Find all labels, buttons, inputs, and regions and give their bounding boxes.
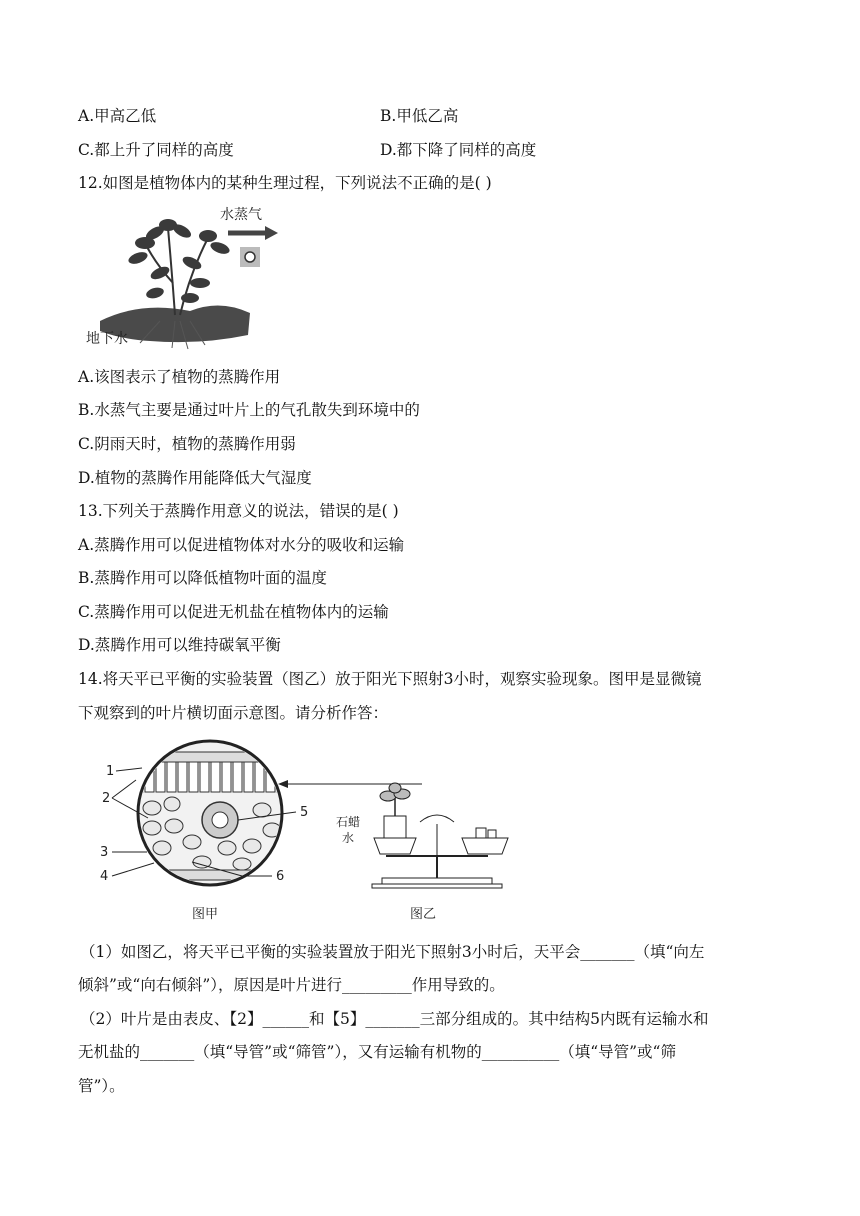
label-3: 3 xyxy=(100,845,109,860)
q13-option-c: C.蒸腾作用可以促进无机盐在植物体内的运输 xyxy=(78,603,389,621)
vapor-arrowhead xyxy=(265,226,278,240)
label-6: 6 xyxy=(276,869,285,884)
transpiration-figure xyxy=(80,203,280,353)
left-pan xyxy=(374,838,416,854)
plant-leaves xyxy=(127,219,231,303)
q12-option-d: D.植物的蒸腾作用能降低大气湿度 xyxy=(78,469,312,487)
q14-part1-line1: （1）如图乙，将天平已平衡的实验装置放于阳光下照射3小时后，天平会_______（填“向左 xyxy=(80,943,705,961)
q14-stem-line1: 14.将天平已平衡的实验装置（图乙）放于阳光下照射3小时，观察实验现象。图甲是显微镜 xyxy=(78,670,702,688)
weight xyxy=(476,828,486,838)
q12-stem: 12.如图是植物体内的某种生理过程，下列说法不正确的是( ) xyxy=(78,174,492,192)
q13-option-d: D.蒸腾作用可以维持碳氧平衡 xyxy=(78,636,281,654)
q14-part2-line2: 无机盐的_______（填“导管”或“筛管”），又有运输有机物的__________（填“导管”或“筛 xyxy=(78,1043,676,1061)
q12-option-a: A.该图表示了植物的蒸腾作用 xyxy=(78,368,281,386)
leaf-and-balance-figure xyxy=(92,738,522,924)
label-4: 4 xyxy=(100,869,109,884)
groundwater-label: 地下水 xyxy=(86,331,128,347)
water-label: 水 xyxy=(342,831,355,845)
beaker xyxy=(384,816,406,838)
q12-option-b: B.水蒸气主要是通过叶片上的气孔散失到环境中的 xyxy=(78,401,420,419)
figure-yi-caption: 图乙 xyxy=(410,907,437,922)
leaf-cross-section xyxy=(100,741,308,922)
figure-jia-caption: 图甲 xyxy=(192,907,219,922)
label-2: 2 xyxy=(102,791,111,806)
q11-option-d: D.都下降了同样的高度 xyxy=(380,141,537,159)
balance-apparatus xyxy=(336,783,508,922)
q11-option-a: A.甲高乙低 xyxy=(78,107,157,125)
label-5: 5 xyxy=(300,805,309,820)
q13-stem: 13.下列关于蒸腾作用意义的说法，错误的是( ) xyxy=(78,502,399,520)
right-pan xyxy=(462,838,508,854)
q12-option-c: C.阴雨天时，植物的蒸腾作用弱 xyxy=(78,435,296,453)
q14-part2-line3: 管”）。 xyxy=(78,1077,125,1095)
vapor-label: 水蒸气 xyxy=(220,207,262,223)
q11-option-c: C.都上升了同样的高度 xyxy=(78,141,234,159)
q13-option-a: A.蒸腾作用可以促进植物体对水分的吸收和运输 xyxy=(78,536,405,554)
q13-option-b: B.蒸腾作用可以降低植物叶面的温度 xyxy=(78,569,327,587)
q11-option-b: B.甲低乙高 xyxy=(380,107,459,125)
q14-stem-line2: 下观察到的叶片横切面示意图。请分析作答： xyxy=(78,704,389,722)
q14-part1-line2: 倾斜”或“向右倾斜”），原因是叶片进行_________作用导致的。 xyxy=(78,976,505,994)
paraffin-label: 石蜡 xyxy=(336,815,361,829)
label-1: 1 xyxy=(106,764,115,779)
q14-part2-line1: （2）叶片是由表皮、【2】______和【5】_______三部分组成的。其中结构5内既有运输水和 xyxy=(80,1010,709,1028)
